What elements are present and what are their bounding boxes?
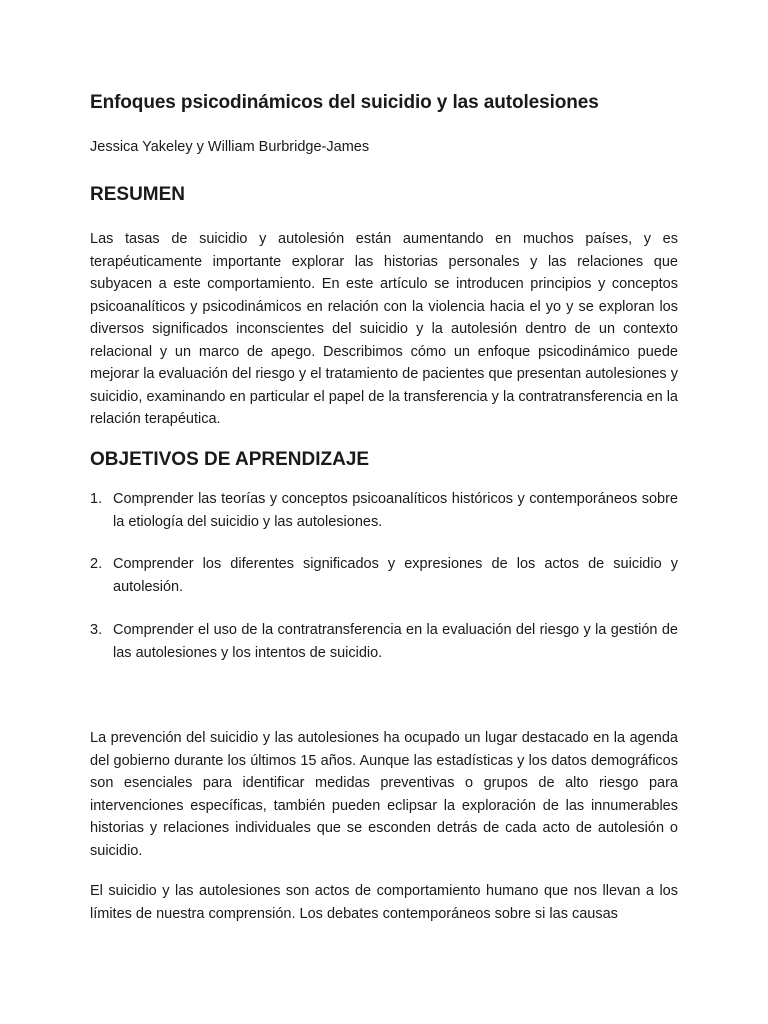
resumen-paragraph: Las tasas de suicidio y autolesión están aumentando en muchos países, y es terapéuticamente importante explorar las historias personales y las relaciones que subyacen a este comportamiento. En este artículo se introducen principios y conceptos psicoanalíticos y psicodinámicos en relación con la violencia hacia el yo y se exploran los diversos significados inconscientes del suicidio y la autolesión dentro de un contexto relacional y un marco de apego. Describimos cómo un enfoque psicodinámico puede mejorar la evaluación del riesgo y el tratamiento de pacientes que presentan autolesiones y suicidio, examinando en particular el papel de la transferencia y la contratransferencia en la relación terapéutica.: [90, 231, 678, 427]
objetivo-text: Comprender el uso de la contratransferencia en la evaluación del riesgo y la gestión de las autolesiones y los intentos de suicidio.: [113, 622, 678, 661]
authors-line: Jessica Yakeley y William Burbridge-James: [90, 139, 370, 155]
objetivo-number: 3.: [90, 622, 103, 638]
objetivos-heading: OBJETIVOS DE APRENDIZAJE: [90, 449, 370, 470]
objetivo-text: Comprender los diferentes significados y expresiones de los actos de suicidio y autolesión.: [113, 556, 678, 595]
objetivo-item: [90, 619, 678, 664]
objetivo-text: Comprender las teorías y conceptos psicoanalíticos históricos y contemporáneos sobre la etiología del suicidio y las autolesiones.: [113, 491, 678, 530]
body-paragraph-2: El suicidio y las autolesiones son actos de comportamiento humano que nos llevan a los límites de nuestra comprensión. Los debates contemporáneos sobre si las causas: [90, 883, 678, 922]
document-title: Enfoques psicodinámicos del suicidio y las autolesiones: [90, 92, 599, 113]
resumen-heading: RESUMEN: [90, 184, 186, 205]
objetivo-number: 2.: [90, 556, 103, 572]
objetivo-item: [90, 553, 678, 598]
objetivo-item: [90, 488, 678, 533]
body-paragraph-1: La prevención del suicidio y las autolesiones ha ocupado un lugar destacado en la agenda del gobierno durante los últimos 15 años. Aunque las estadísticas y los datos demográficos son esenciales para identificar medidas preventivas o grupos de alto riesgo para intervenciones específicas, también pueden eclipsar la exploración de las innumerables historias y relaciones individuales que se esconden detrás de cada acto de autolesión o suicidio.: [90, 730, 678, 859]
objetivo-number: 1.: [90, 491, 103, 507]
